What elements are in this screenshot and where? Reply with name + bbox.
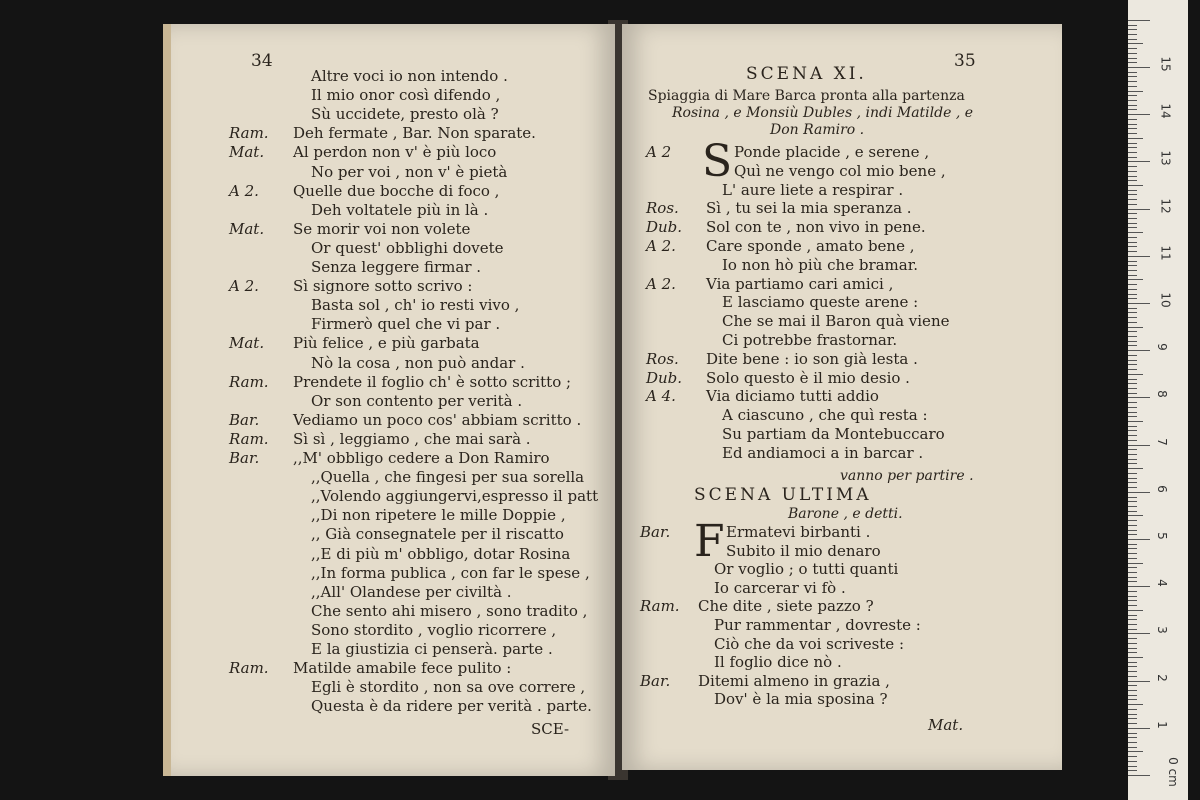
ruler-tick bbox=[1128, 265, 1137, 266]
ruler-tick bbox=[1128, 624, 1137, 625]
ruler-tick bbox=[1128, 223, 1137, 224]
ruler-tick bbox=[1128, 737, 1137, 738]
ruler-tick bbox=[1128, 209, 1150, 210]
speaker-label: Bar. bbox=[229, 410, 260, 429]
speaker-label: Dub. bbox=[646, 368, 683, 387]
page-number: 35 bbox=[954, 51, 976, 71]
ruler-tick bbox=[1128, 119, 1137, 120]
ruler-tick bbox=[1128, 29, 1137, 30]
ruler-tick bbox=[1128, 303, 1150, 304]
ruler-tick bbox=[1128, 544, 1137, 545]
text-line: ,,All' Olandese per civiltà . bbox=[311, 582, 512, 601]
catchword: Mat. bbox=[928, 716, 964, 734]
ruler-label: 12 bbox=[1158, 197, 1173, 214]
ruler-tick bbox=[1128, 742, 1137, 743]
ruler-tick bbox=[1128, 714, 1137, 715]
ruler-tick bbox=[1128, 572, 1137, 573]
ruler-tick bbox=[1128, 766, 1137, 767]
ruler-tick bbox=[1128, 105, 1137, 106]
ruler-tick bbox=[1128, 147, 1137, 148]
speaker-label: Dub. bbox=[646, 218, 683, 237]
text-line: Ditemi almeno in grazia , bbox=[698, 671, 890, 690]
drop-capital: F bbox=[694, 516, 725, 567]
ruler-tick bbox=[1128, 133, 1137, 134]
ruler-label: 7 bbox=[1154, 437, 1169, 446]
ruler-tick bbox=[1128, 364, 1137, 365]
ruler-tick bbox=[1128, 114, 1150, 115]
speaker-label: A 2. bbox=[646, 274, 676, 293]
ruler-tick bbox=[1128, 723, 1137, 724]
speaker-label: Bar. bbox=[640, 523, 671, 541]
ruler-tick bbox=[1128, 563, 1143, 564]
ruler-tick bbox=[1128, 39, 1137, 40]
text-line: Quì ne vengo col mio bene , bbox=[734, 161, 946, 180]
text-line: Or quest' obblighi dovete bbox=[311, 238, 504, 257]
ruler-tick bbox=[1128, 676, 1137, 677]
text-line: Egli è stordito , non sa ove correre , bbox=[311, 678, 586, 697]
left-page bbox=[163, 24, 615, 776]
ruler-tick bbox=[1128, 690, 1137, 691]
ruler-tick bbox=[1128, 374, 1143, 375]
ruler-tick bbox=[1128, 138, 1143, 139]
ruler-tick bbox=[1128, 388, 1137, 389]
exit-direction: vanno per partire . bbox=[840, 468, 974, 484]
ruler-tick bbox=[1128, 459, 1137, 460]
ruler-tick bbox=[1128, 322, 1137, 323]
text-line: Care sponde , amato bene , bbox=[706, 237, 915, 255]
text-line: Nò la cosa , non può andar . bbox=[311, 353, 525, 372]
ruler-tick bbox=[1128, 67, 1150, 68]
ruler-tick bbox=[1128, 501, 1137, 502]
ruler-label: 11 bbox=[1158, 245, 1173, 261]
ruler-tick bbox=[1128, 728, 1150, 729]
final-stage-direction: Barone , e detti. bbox=[788, 506, 903, 522]
ruler-label: 14 bbox=[1158, 103, 1173, 119]
ruler-tick bbox=[1128, 421, 1143, 422]
page-number: 34 bbox=[251, 51, 273, 71]
ruler-tick bbox=[1128, 336, 1137, 337]
ruler-tick bbox=[1128, 638, 1137, 639]
ruler-tick bbox=[1128, 76, 1137, 77]
ruler-tick bbox=[1128, 190, 1137, 191]
ruler-tick bbox=[1128, 671, 1137, 672]
speaker-label: Ram. bbox=[229, 372, 269, 391]
text-line: Ci potrebbe frastornar. bbox=[722, 331, 898, 349]
ruler-tick bbox=[1128, 506, 1137, 507]
ruler-tick bbox=[1128, 648, 1137, 649]
ruler-tick bbox=[1128, 48, 1137, 49]
speaker-label: Ram. bbox=[229, 124, 269, 143]
ruler-tick bbox=[1128, 478, 1137, 479]
text-line: Il foglio dice nò . bbox=[714, 653, 842, 672]
text-line: ,,M' obbligo cedere a Don Ramiro bbox=[293, 449, 550, 467]
text-line: Ciò che da voi scriveste : bbox=[714, 634, 905, 653]
ruler-tick bbox=[1128, 100, 1137, 101]
speaker-label: A 4. bbox=[646, 387, 676, 406]
ruler-tick bbox=[1128, 615, 1137, 616]
text-line: Dite bene : io son già lesta . bbox=[706, 349, 918, 368]
ruler-tick bbox=[1128, 185, 1143, 186]
ruler-tick bbox=[1128, 685, 1137, 686]
ruler-tick bbox=[1128, 548, 1137, 549]
text-line: Sù uccidete, presto olà ? bbox=[311, 105, 499, 124]
text-line: Che dite , siete pazzo ? bbox=[698, 597, 874, 616]
speaker-label: Ros. bbox=[646, 199, 679, 218]
ruler-tick bbox=[1128, 152, 1137, 153]
ruler-label: 3 bbox=[1154, 626, 1169, 635]
ruler-tick bbox=[1128, 143, 1137, 144]
ruler-tick bbox=[1128, 383, 1137, 384]
ruler-label: 15 bbox=[1158, 56, 1173, 72]
ruler-tick bbox=[1128, 91, 1143, 92]
text-line: Il mio onor così difendo , bbox=[311, 86, 501, 105]
text-line: ,,Di non ripetere le mille Doppie , bbox=[311, 506, 566, 525]
ruler-tick bbox=[1128, 194, 1137, 195]
ruler-tick bbox=[1128, 58, 1137, 59]
catchword: SCE- bbox=[531, 720, 570, 738]
ruler-tick bbox=[1128, 397, 1150, 398]
ruler-tick bbox=[1128, 577, 1137, 578]
ruler-label: 2 bbox=[1154, 673, 1169, 682]
text-line: Via partiamo cari amici , bbox=[706, 274, 894, 293]
ruler-tick bbox=[1128, 312, 1137, 313]
ruler-tick bbox=[1128, 242, 1137, 243]
text-line: Deh voltatele più in là . bbox=[311, 200, 489, 219]
ruler-tick bbox=[1128, 416, 1137, 417]
ruler-tick bbox=[1128, 317, 1137, 318]
ruler-tick bbox=[1128, 515, 1143, 516]
ruler-tick bbox=[1128, 412, 1137, 413]
ruler-tick bbox=[1128, 34, 1137, 35]
ruler-tick bbox=[1128, 681, 1150, 682]
speaker-label: Ram. bbox=[640, 597, 680, 616]
ruler-tick bbox=[1128, 558, 1137, 559]
ruler-tick bbox=[1128, 284, 1137, 285]
text-line: Firmerò quel che vi par . bbox=[311, 315, 501, 334]
ruler-tick bbox=[1128, 171, 1137, 172]
text-line: Al perdon non v' è più loco bbox=[293, 143, 497, 162]
ruler-tick bbox=[1128, 407, 1137, 408]
ruler-tick bbox=[1128, 761, 1137, 762]
ruler-tick bbox=[1128, 704, 1143, 705]
ruler-tick bbox=[1128, 567, 1137, 568]
ruler-tick bbox=[1128, 251, 1137, 252]
ruler-tick bbox=[1128, 709, 1137, 710]
ruler-tick bbox=[1128, 596, 1137, 597]
text-line: Quelle due bocche di foco , bbox=[293, 181, 500, 200]
ruler-tick bbox=[1128, 449, 1137, 450]
text-line: ,,Volendo aggiungervi,espresso il patt bbox=[311, 487, 599, 506]
ruler-label: 6 bbox=[1154, 484, 1169, 493]
ruler-tick bbox=[1128, 294, 1137, 295]
stage-direction-line: Spiaggia di Mare Barca pronta alla partenza bbox=[648, 88, 965, 104]
ruler-tick bbox=[1128, 341, 1137, 342]
ruler-label: 10 bbox=[1158, 292, 1173, 308]
ruler-tick bbox=[1128, 534, 1137, 535]
ruler-tick bbox=[1128, 473, 1137, 474]
ruler-label: 1 bbox=[1154, 720, 1169, 729]
text-line: No per voi , non v' è pietà bbox=[311, 162, 508, 181]
ruler-tick bbox=[1128, 379, 1137, 380]
ruler-tick bbox=[1128, 440, 1137, 441]
speaker-label: Mat. bbox=[229, 334, 265, 353]
ruler-tick bbox=[1128, 128, 1137, 129]
text-line: Sì signore sotto scrivo : bbox=[293, 277, 473, 296]
text-line: Senza leggere firmar . bbox=[311, 258, 482, 276]
text-line: Altre voci io non intendo . bbox=[311, 67, 508, 85]
speaker-label: Ram. bbox=[229, 659, 269, 678]
ruler-tick bbox=[1128, 72, 1137, 73]
text-line: A ciascuno , che quì resta : bbox=[722, 406, 928, 425]
ruler-label: 9 bbox=[1154, 343, 1169, 352]
text-line: ,,E di più m' obbligo, dotar Rosina bbox=[311, 544, 571, 563]
text-line: Basta sol , ch' io resti vivo , bbox=[311, 296, 520, 315]
ruler-tick bbox=[1128, 204, 1137, 205]
ruler-tick bbox=[1128, 176, 1137, 177]
ruler-tick bbox=[1128, 586, 1150, 587]
ruler-tick bbox=[1128, 227, 1137, 228]
ruler-tick bbox=[1128, 751, 1143, 752]
ruler-tick bbox=[1128, 308, 1137, 309]
right-page bbox=[622, 24, 1062, 770]
speaker-label: Ram. bbox=[229, 429, 269, 448]
ruler-tick bbox=[1128, 610, 1143, 611]
text-line: Ermatevi birbanti . bbox=[726, 523, 871, 541]
text-line: Sono stordito , voglio ricorrere , bbox=[311, 620, 557, 639]
text-line: Io carcerar vi fò . bbox=[714, 578, 846, 597]
text-line: ,,Quella , che fingesi per sua sorella bbox=[311, 468, 585, 487]
ruler-tick bbox=[1128, 487, 1137, 488]
ruler-tick bbox=[1128, 350, 1150, 351]
text-line: Prendete il foglio ch' è sotto scritto ; bbox=[293, 372, 572, 391]
stage-direction-line: Don Ramiro . bbox=[770, 122, 865, 138]
stage-direction-line: Rosina , e Monsiù Dubles , indi Matilde , e bbox=[672, 105, 974, 121]
ruler-tick bbox=[1128, 699, 1137, 700]
speaker-label: Mat. bbox=[229, 143, 265, 162]
ruler-tick bbox=[1128, 166, 1137, 167]
drop-capital: S bbox=[702, 136, 733, 187]
ruler-tick bbox=[1128, 600, 1137, 601]
ruler-tick bbox=[1128, 246, 1137, 247]
ruler-tick bbox=[1128, 237, 1137, 238]
ruler-tick bbox=[1128, 289, 1137, 290]
text-line: Sol con te , non vivo in pene. bbox=[706, 218, 926, 237]
ruler-tick bbox=[1128, 95, 1137, 96]
ruler-tick bbox=[1128, 591, 1137, 592]
text-line: Più felice , e più garbata bbox=[293, 334, 480, 353]
ruler-tick bbox=[1128, 662, 1137, 663]
ruler-label: 0 cm bbox=[1165, 757, 1180, 787]
ruler-tick bbox=[1128, 454, 1137, 455]
ruler-tick bbox=[1128, 643, 1137, 644]
text-line: Sì , tu sei la mia speranza . bbox=[706, 199, 912, 218]
ruler-tick bbox=[1128, 695, 1137, 696]
ruler-tick bbox=[1128, 511, 1137, 512]
ruler-tick bbox=[1128, 482, 1137, 483]
text-line: Vediamo un poco cos' abbiam scritto . bbox=[293, 410, 582, 429]
ruler-tick bbox=[1128, 157, 1137, 158]
ruler-tick bbox=[1128, 497, 1137, 498]
ruler-label: 8 bbox=[1154, 390, 1169, 399]
ruler-tick bbox=[1128, 468, 1143, 469]
ruler-tick bbox=[1128, 360, 1137, 361]
ruler-tick bbox=[1128, 256, 1150, 257]
ruler-tick bbox=[1128, 109, 1137, 110]
text-line: Sì sì , leggiamo , che mai sarà . bbox=[293, 429, 531, 448]
text-line: Se morir voi non volete bbox=[293, 219, 471, 238]
ruler-tick bbox=[1128, 53, 1137, 54]
text-line: E lasciamo queste arene : bbox=[722, 293, 919, 312]
ruler-tick bbox=[1128, 393, 1137, 394]
text-line: Solo questo è il mio desio . bbox=[706, 368, 910, 387]
ruler-tick bbox=[1128, 633, 1150, 634]
ruler-tick bbox=[1128, 430, 1137, 431]
ruler-tick bbox=[1128, 355, 1137, 356]
ruler-label: 13 bbox=[1158, 150, 1173, 167]
ruler-tick bbox=[1128, 199, 1137, 200]
ruler-tick bbox=[1128, 298, 1137, 299]
ruler-tick bbox=[1128, 232, 1143, 233]
text-line: Che se mai il Baron quà viene bbox=[722, 312, 950, 331]
text-line: E la giustizia ci penserà. parte . bbox=[311, 640, 553, 658]
scene-title: SCENA XI. bbox=[746, 64, 867, 84]
ruler-tick bbox=[1128, 581, 1137, 582]
text-line: Deh fermate , Bar. Non sparate. bbox=[293, 124, 536, 143]
speaker-label: A 2. bbox=[229, 277, 259, 296]
ruler-tick bbox=[1128, 327, 1143, 328]
ruler-tick bbox=[1128, 733, 1137, 734]
ruler-tick bbox=[1128, 520, 1137, 521]
ruler-tick bbox=[1128, 492, 1150, 493]
speaker-label: A 2. bbox=[646, 237, 676, 255]
ruler-tick bbox=[1128, 445, 1150, 446]
text-line: Questa è da ridere per verità . parte. bbox=[311, 697, 592, 716]
ruler-tick bbox=[1128, 81, 1137, 82]
measuring-ruler bbox=[1128, 0, 1188, 800]
ruler-tick bbox=[1128, 345, 1137, 346]
ruler-tick bbox=[1128, 666, 1137, 667]
ruler-tick bbox=[1128, 331, 1137, 332]
text-line: Matilde amabile fece pulito : bbox=[293, 659, 512, 678]
text-line: Ponde placide , e serene , bbox=[734, 143, 930, 161]
ruler-tick bbox=[1128, 775, 1150, 776]
ruler-label: 4 bbox=[1154, 579, 1169, 588]
speaker-label: Ros. bbox=[646, 349, 679, 368]
ruler-tick bbox=[1128, 657, 1143, 658]
ruler-tick bbox=[1128, 435, 1137, 436]
ruler-tick bbox=[1128, 747, 1137, 748]
ruler-tick bbox=[1128, 62, 1137, 63]
ruler-label: 5 bbox=[1154, 532, 1169, 540]
speaker-label: Bar. bbox=[640, 671, 671, 690]
ruler-tick bbox=[1128, 218, 1137, 219]
ruler-tick bbox=[1128, 539, 1150, 540]
ruler-tick bbox=[1128, 161, 1150, 162]
ruler-tick bbox=[1128, 279, 1143, 280]
text-line: Che sento ahi misero , sono tradito , bbox=[311, 601, 588, 620]
ruler-tick bbox=[1128, 629, 1137, 630]
speaker-label: A 2 bbox=[646, 143, 672, 161]
ruler-tick bbox=[1128, 525, 1137, 526]
ruler-tick bbox=[1128, 25, 1137, 26]
ruler-tick bbox=[1128, 270, 1137, 271]
ruler-tick bbox=[1128, 213, 1137, 214]
ruler-tick bbox=[1128, 20, 1150, 21]
text-line: Dov' è la mia sposina ? bbox=[714, 690, 888, 709]
speaker-label: Bar. bbox=[229, 449, 260, 467]
speaker-label: A 2. bbox=[229, 181, 259, 200]
ruler-tick bbox=[1128, 463, 1137, 464]
ruler-tick bbox=[1128, 275, 1137, 276]
ruler-tick bbox=[1128, 180, 1137, 181]
text-line: Via diciamo tutti addio bbox=[706, 387, 879, 406]
ruler-tick bbox=[1128, 261, 1137, 262]
ruler-tick bbox=[1128, 605, 1137, 606]
ruler-tick bbox=[1128, 530, 1137, 531]
text-line: Pur rammentar , dovreste : bbox=[714, 616, 921, 634]
text-line: Or voglio ; o tutti quanti bbox=[714, 560, 899, 579]
text-line: Or son contento per verità . bbox=[311, 391, 523, 410]
ruler-tick bbox=[1128, 770, 1137, 771]
text-line: Subito il mio denaro bbox=[726, 541, 881, 560]
ruler-tick bbox=[1128, 652, 1137, 653]
text-line: ,,In forma publica , con far le spese , bbox=[311, 563, 590, 582]
ruler-tick bbox=[1128, 718, 1137, 719]
text-line: ,, Già consegnatele per il riscatto bbox=[311, 525, 564, 544]
ruler-tick bbox=[1128, 86, 1137, 87]
text-line: L' aure liete a respirar . bbox=[722, 180, 904, 199]
ruler-tick bbox=[1128, 619, 1137, 620]
final-scene-title: SCENA ULTIMA bbox=[694, 485, 872, 505]
ruler-tick bbox=[1128, 369, 1137, 370]
text-line: Su partiam da Montebuccaro bbox=[722, 425, 945, 443]
text-line: Io non hò più che bramar. bbox=[722, 255, 919, 274]
ruler-tick bbox=[1128, 124, 1137, 125]
ruler-tick bbox=[1128, 43, 1143, 44]
ruler-tick bbox=[1128, 426, 1137, 427]
ruler-tick bbox=[1128, 402, 1137, 403]
speaker-label: Mat. bbox=[229, 219, 265, 238]
text-line: Ed andiamoci a in barcar . bbox=[722, 443, 924, 462]
ruler-tick bbox=[1128, 756, 1137, 757]
ruler-tick bbox=[1128, 553, 1137, 554]
